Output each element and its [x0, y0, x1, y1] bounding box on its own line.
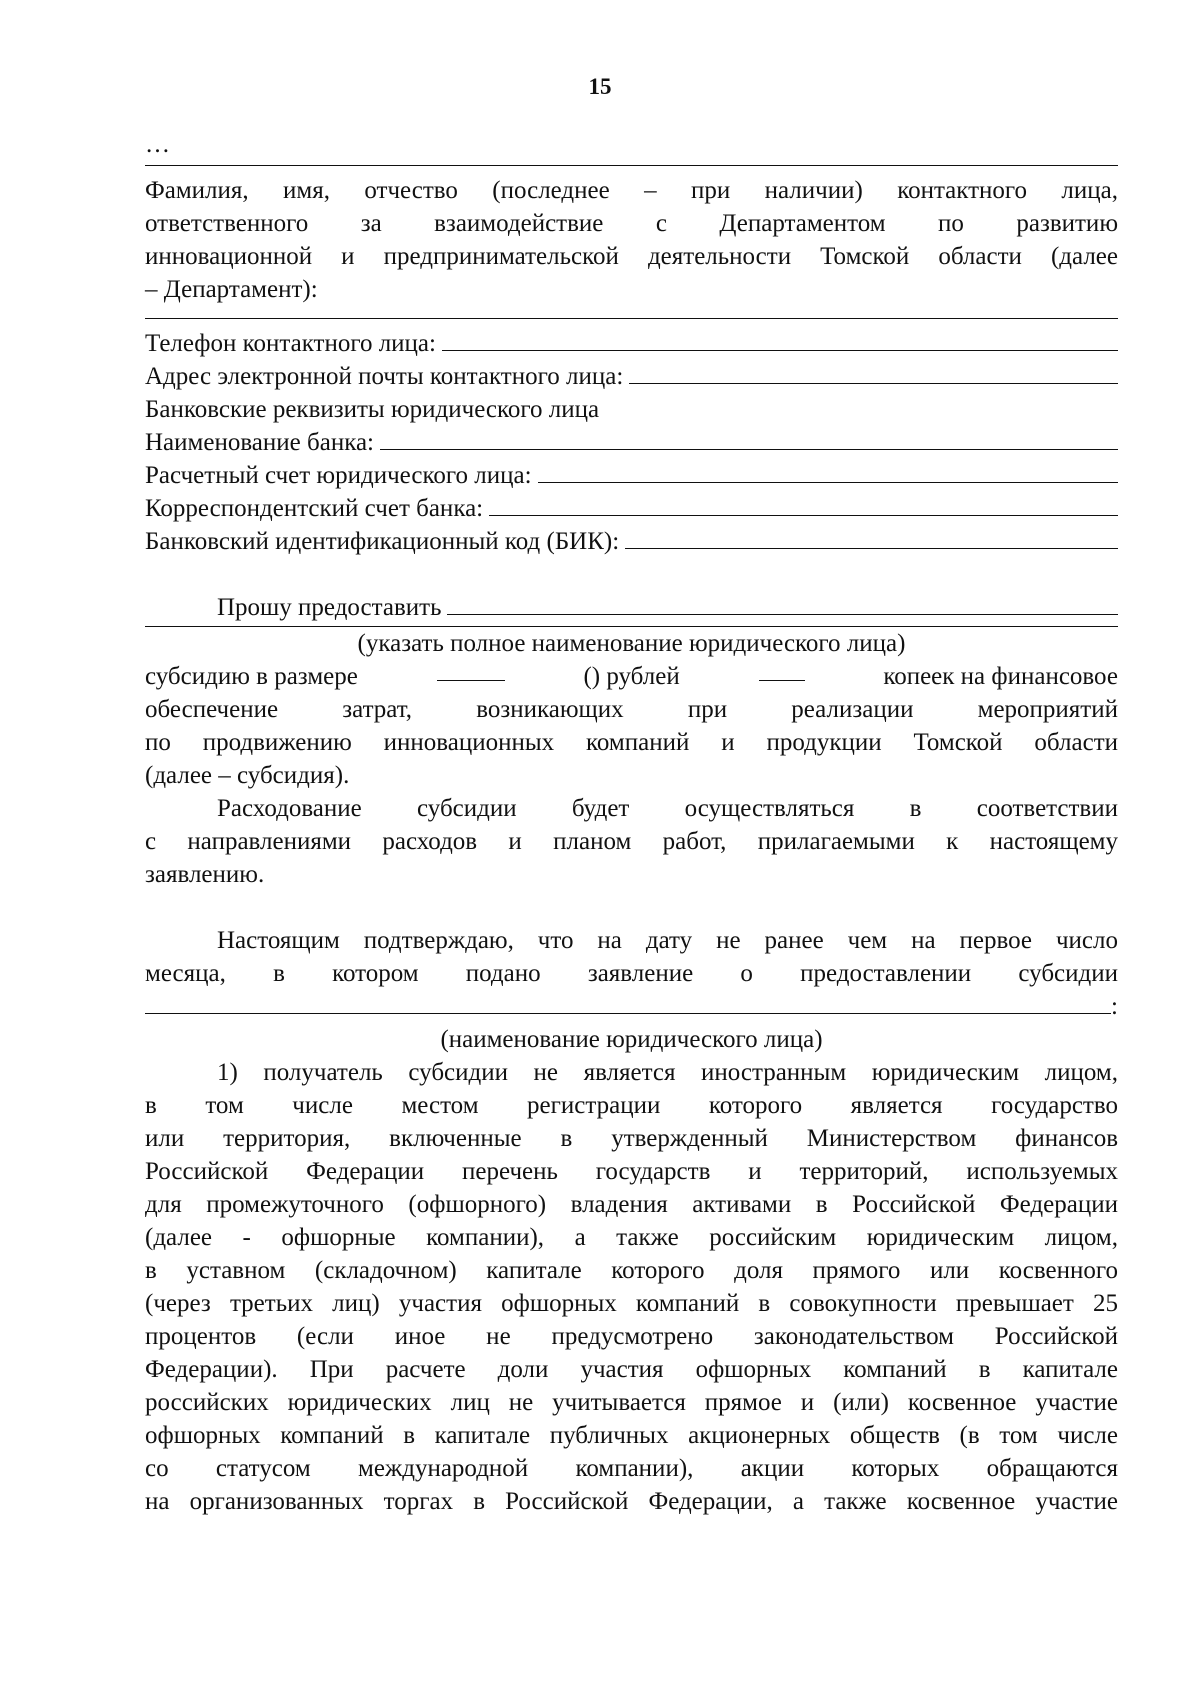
- spending-paragraph: [145, 792, 1118, 891]
- page-number: 15: [588, 74, 612, 99]
- email-input-line[interactable]: [629, 361, 1118, 384]
- colon: :: [1111, 993, 1118, 1020]
- field-label: Банковский идентификационный код (БИК):: [145, 528, 620, 555]
- text-line: Фамилия, имя, отчество (последнее – при наличии) контактного лица,: [145, 177, 1118, 204]
- field-label: Корреспондентский счет банка:: [145, 495, 484, 522]
- text-line: Расходование субсидии будет осуществляться в соответствии: [217, 795, 1118, 822]
- blank-line-organization[interactable]: [145, 165, 1118, 166]
- text-line: ответственного за взаимодействие с Департаментом по развитию: [145, 210, 1118, 237]
- text-line: в уставном (складочном) капитале которого доля прямого или косвенного: [145, 1257, 1118, 1284]
- text-line: по продвижению инновационных компаний и продукции Томской области: [145, 729, 1118, 756]
- text-line: на организованных торгах в Российской Федерации, а также косвенное участие: [145, 1488, 1118, 1515]
- text-line: российских юридических лиц не учитывается прямое и (или) косвенное участие: [145, 1389, 1118, 1416]
- field-label: Наименование банка:: [145, 429, 375, 456]
- text-line: с направлениями расходов и планом работ, прилагаемыми к настоящему: [145, 828, 1118, 855]
- text-line: (через третьих лиц) участия офшорных компаний в совокупности превышает 25: [145, 1290, 1118, 1317]
- text-line: (далее – субсидия).: [145, 762, 350, 789]
- confirm-caption: (наименование юридического лица): [440, 1026, 823, 1053]
- text-line: в том числе местом регистрации которого является государство: [145, 1092, 1118, 1119]
- field-bank-name: [145, 426, 1118, 459]
- text-line: Настоящим подтверждаю, что на дату не ранее чем на первое число: [217, 927, 1118, 954]
- text-line: 1) получатель субсидии не является иностранным юридическим лицом,: [217, 1059, 1118, 1086]
- form-content: [145, 128, 1118, 1518]
- field-bik: [145, 525, 1118, 558]
- contact-name-paragraph: [145, 174, 1118, 306]
- kopecks-blank[interactable]: [759, 660, 805, 681]
- text-line: заявлению.: [145, 861, 265, 888]
- text-fragment: (: [583, 663, 592, 690]
- bik-input-line[interactable]: [625, 526, 1118, 549]
- confirm-organization-input-line[interactable]: [145, 991, 1111, 1014]
- ellipsis: …: [145, 131, 170, 158]
- request-line: [145, 591, 1118, 624]
- confirm-organization-line: [145, 990, 1118, 1023]
- request-caption: (указать полное наименование юридического лица): [357, 630, 906, 657]
- text-line: обеспечение затрат, возникающих при реализации мероприятий: [145, 696, 1118, 723]
- request-label: Прошу предоставить: [217, 594, 442, 621]
- phone-input-line[interactable]: [442, 328, 1118, 351]
- text-line: инновационной и предпринимательской деятельности Томской области (далее: [145, 243, 1118, 270]
- account-input-line[interactable]: [538, 460, 1118, 483]
- amount-line: [145, 660, 1118, 693]
- text-line: (далее - офшорные компании), а также российским юридическим лицом,: [145, 1224, 1118, 1251]
- field-label: Расчетный счет юридического лица:: [145, 462, 532, 489]
- text-line: месяца, в котором подано заявление о предоставлении субсидии: [145, 960, 1118, 987]
- text-line: офшорных компаний в капитале публичных акционерных обществ (в том числе: [145, 1422, 1118, 1449]
- corr-account-input-line[interactable]: [489, 493, 1118, 516]
- text-line: Федерации). При расчете доли участия офшорных компаний в капитале: [145, 1356, 1118, 1383]
- item1-paragraph: [145, 1056, 1118, 1518]
- text-line: процентов (если иное не предусмотрено законодательством Российской: [145, 1323, 1118, 1350]
- text-line: Российской Федерации перечень государств и территорий, используемых: [145, 1158, 1118, 1185]
- field-email: [145, 360, 1118, 393]
- text-line: для промежуточного (офшорного) владения активами в Российской Федерации: [145, 1191, 1118, 1218]
- blank-line-contact-name[interactable]: [145, 318, 1118, 319]
- field-label: Телефон контактного лица:: [145, 330, 436, 357]
- text-line: – Департамент):: [145, 276, 318, 303]
- confirm-paragraph: [145, 924, 1118, 990]
- field-label: Адрес электронной почты контактного лица:: [145, 363, 624, 390]
- amount-number-blank[interactable]: [437, 660, 505, 681]
- organization-name-input-line[interactable]: [447, 592, 1118, 615]
- request-paragraph: [145, 693, 1118, 792]
- text-line: со статусом международной компании), акции которых обращаются: [145, 1455, 1118, 1482]
- text-fragment: субсидию в размере: [145, 663, 358, 690]
- field-phone: [145, 327, 1118, 360]
- bank-name-input-line[interactable]: [380, 427, 1118, 450]
- bank-details-heading: Банковские реквизиты юридического лица: [145, 396, 600, 423]
- text-fragment: копеек на финансовое: [883, 663, 1118, 690]
- field-account: [145, 459, 1118, 492]
- field-corr-account: [145, 492, 1118, 525]
- text-line: или территория, включенные в утвержденный Министерством финансов: [145, 1125, 1118, 1152]
- text-fragment: ) рублей: [591, 663, 680, 690]
